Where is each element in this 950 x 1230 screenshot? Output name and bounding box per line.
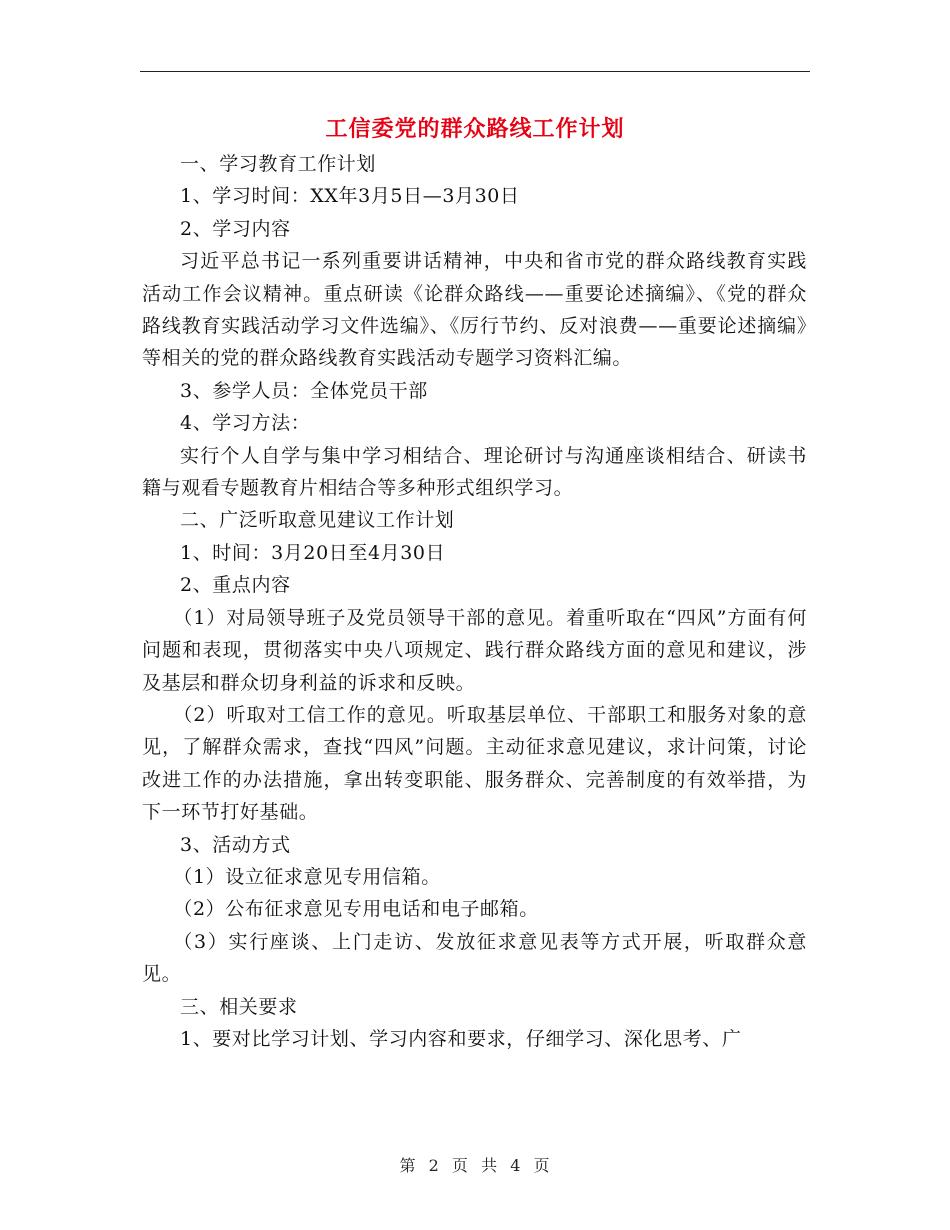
page-footer (0, 1153, 950, 1176)
footer-suffix: 页 (533, 1156, 551, 1175)
footer-middle: 页 共 (451, 1156, 499, 1175)
section-heading: 三、相关要求 (180, 995, 298, 1018)
paragraph: 1、学习时间：XX年3月5日—3月30日 (180, 185, 520, 208)
paragraph: （2）公布征求意见专用电话和电子邮箱。 (173, 898, 539, 921)
paragraph: 4、学习方法： (180, 412, 311, 435)
section-heading: 二、广泛听取意见建议工作计划 (180, 509, 455, 532)
document-body (142, 148, 807, 1055)
paragraph: （1）对局领导班子及党员领导干部的意见。着重听取在“四风”方面有何问题和表现，贯彻落实中央八项规定、践行群众路线方面的意见和建议，涉及基层和群众切身利益的诉求和反映。 (142, 606, 807, 694)
paragraph: 2、重点内容 (180, 574, 291, 597)
current-page-number: 2 (428, 1156, 440, 1175)
paragraph: 2、学习内容 (180, 217, 291, 240)
section-heading: 一、学习教育工作计划 (180, 153, 377, 175)
paragraph: 3、参学人员：全体党员干部 (180, 379, 428, 402)
paragraph: 1、要对比学习计划、学习内容和要求，仔细学习、深化思考、广 (180, 1027, 742, 1050)
paragraph: 3、活动方式 (180, 833, 291, 856)
paragraph: 习近平总书记一系列重要讲话精神，中央和省市党的群众路线教育实践活动工作会议精神。重点研读《论群众路线——重要论述摘编》、《党的群众路线教育实践活动学习文件选编》、《厉行节约、反对浪费——重要论述摘编》等相关的党的群众路线教育实践活动专题学习资料汇编。 (142, 250, 807, 370)
paragraph: （3）实行座谈、上门走访、发放征求意见表等方式开展，听取群众意见。 (142, 930, 807, 986)
paragraph: 1、时间：3月20日至4月30日 (180, 541, 446, 564)
header-rule (140, 71, 810, 72)
paragraph: （1）设立征求意见专用信箱。 (173, 865, 441, 888)
paragraph: 实行个人自学与集中学习相结合、理论研讨与沟通座谈相结合、研读书籍与观看专题教育片相结合等多种形式组织学习。 (142, 444, 807, 500)
document-title: 工信委党的群众路线工作计划 (325, 116, 625, 142)
total-page-count: 4 (510, 1156, 522, 1175)
paragraph: （2）听取对工信工作的意见。听取基层单位、干部职工和服务对象的意见，了解群众需求，查找“四风”问题。主动征求意见建议，求计问策，讨论改进工作的办法措施，拿出转变职能、服务群众、完善制度的有效举措，为下一环节打好基础。 (142, 703, 807, 824)
footer-prefix: 第 (399, 1156, 417, 1175)
